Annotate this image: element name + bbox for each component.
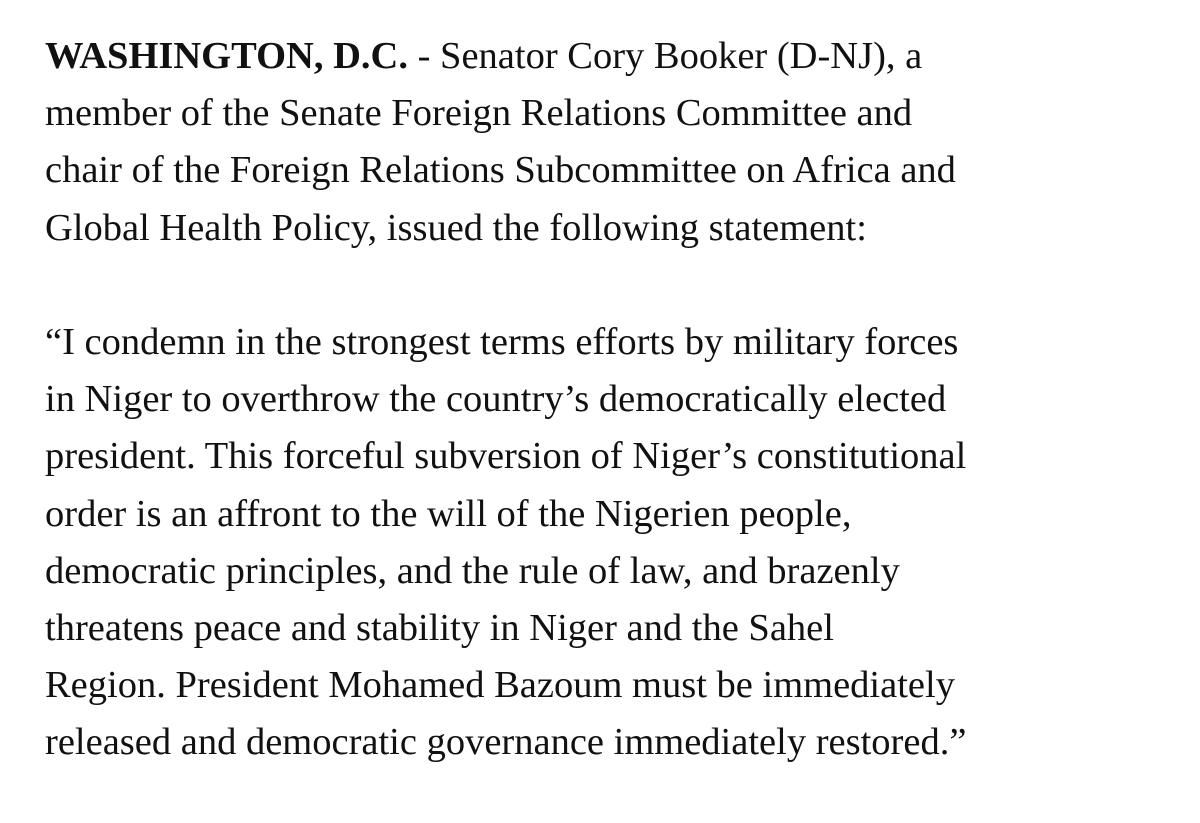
intro-line: member of the Senate Foreign Relations Committee and — [45, 92, 913, 135]
intro-line: chair of the Foreign Relations Subcommittee on Africa and — [45, 149, 956, 192]
quote-line: president. This forceful subversion of Niger’s constitutional — [45, 435, 967, 478]
quote-line: in Niger to overthrow the country’s democratically elected — [45, 378, 947, 421]
quote-paragraph — [45, 314, 1175, 772]
dateline: WASHINGTON, D.C. — [45, 35, 408, 77]
quote-line: released and democratic governance immediately restored.” — [45, 721, 967, 764]
quote-line: threatens peace and stability in Niger and the Sahel — [45, 607, 834, 650]
intro-line: Global Health Policy, issued the following statement: — [45, 206, 867, 249]
quote-line: Region. President Mohamed Bazoum must be immediately — [45, 664, 955, 707]
quote-line: order is an affront to the will of the Nigerien people, — [45, 492, 852, 535]
intro-line-text: - Senator Cory Booker (D-NJ), a — [407, 35, 923, 77]
paragraph-spacer — [45, 257, 1175, 314]
quote-line: “I condemn in the strongest terms efforts by military forces — [45, 321, 959, 363]
press-release-document — [45, 28, 1175, 772]
intro-line — [45, 28, 1175, 85]
intro-paragraph — [45, 28, 1175, 257]
quote-line: democratic principles, and the rule of law, and brazenly — [45, 549, 900, 592]
